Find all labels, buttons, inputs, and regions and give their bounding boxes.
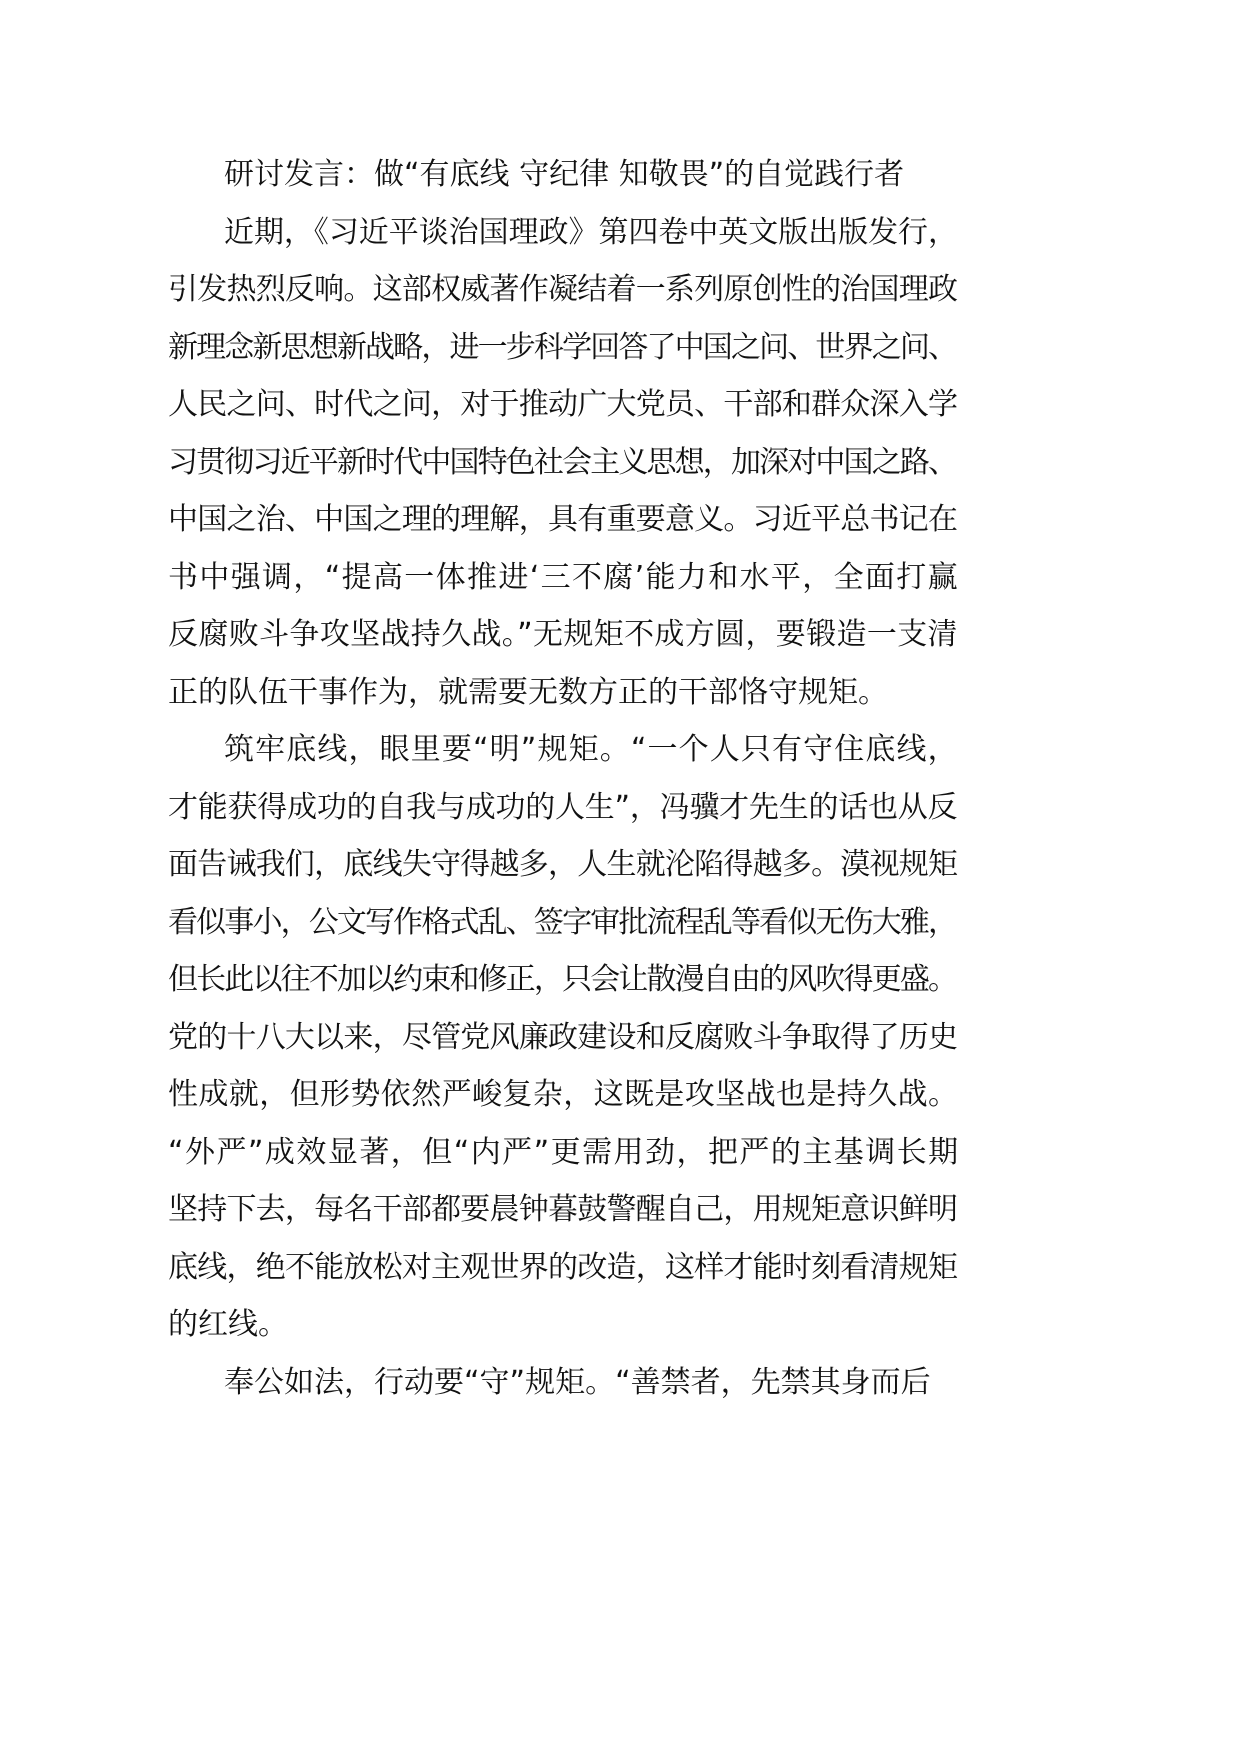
paragraph-1-line: 正的队伍干事作为，就需要无数方正的干部恪守规矩。 xyxy=(168,675,888,710)
paragraph-1-line: 新理念新思想新战略，进一步科学回答了中国之问、世界之问、 xyxy=(168,330,957,365)
paragraph-2-line: 但长此以往不加以约束和修正，只会让散漫自由的风吹得更盛。 xyxy=(168,962,957,997)
paragraph-2-line: “外严”成效显著，但“内严”更需用劲，把严的主基调长期 xyxy=(168,1135,960,1170)
paragraph-1-line: 引发热烈反响。这部权威著作凝结着一系列原创性的治国理政 xyxy=(168,272,958,307)
paragraph-2-line: 性成就，但形势依然严峻复杂，这既是攻坚战也是持久战。 xyxy=(168,1077,959,1112)
paragraph-1-first-line: 近期，《习近平谈治国理政》第四卷中英文版出版发行， xyxy=(224,215,958,250)
paragraph-2-line: 底线，绝不能放松对主观世界的改造，这样才能时刻看清规矩 xyxy=(168,1250,958,1285)
paragraph-1-line: 书中强调，“提高一体推进‘三不腐’能力和水平，全面打赢 xyxy=(168,560,959,595)
paragraph-2-first-line: 筑牢底线，眼里要“明”规矩。“一个人只有守住底线， xyxy=(224,732,959,767)
paragraph-1-line: 中国之治、中国之理的理解，具有重要意义。习近平总书记在 xyxy=(168,502,958,537)
paragraph-3-first-line: 奉公如法，行动要“守”规矩。“善禁者，先禁其身而后 xyxy=(224,1365,931,1400)
paragraph-2-line: 才能获得成功的自我与成功的人生”，冯骥才先生的话也从反 xyxy=(168,790,958,825)
paragraph-2-line: 的红线。 xyxy=(168,1307,288,1342)
paragraph-2-line: 党的十八大以来，尽管党风廉政建设和反腐败斗争取得了历史 xyxy=(168,1020,958,1055)
paragraph-1-line: 人民之问、时代之问，对于推动广大党员、干部和群众深入学 xyxy=(168,387,958,422)
paragraph-2-line: 坚持下去，每名干部都要晨钟暮鼓警醒自己，用规矩意识鲜明 xyxy=(168,1192,958,1227)
paragraph-2-line: 看似事小，公文写作格式乱、签字审批流程乱等看似无伤大雅， xyxy=(168,905,957,940)
paragraph-2-line: 面告诫我们，底线失守得越多，人生就沦陷得越多。漠视规矩 xyxy=(168,847,958,882)
paragraph-1-line: 习贯彻习近平新时代中国特色社会主义思想，加深对中国之路、 xyxy=(168,445,957,480)
document-title: 研讨发言：做“有底线 守纪律 知敬畏”的自觉践行者 xyxy=(224,157,905,192)
paragraph-1-line: 反腐败斗争攻坚战持久战。”无规矩不成方圆，要锻造一支清 xyxy=(168,617,958,652)
